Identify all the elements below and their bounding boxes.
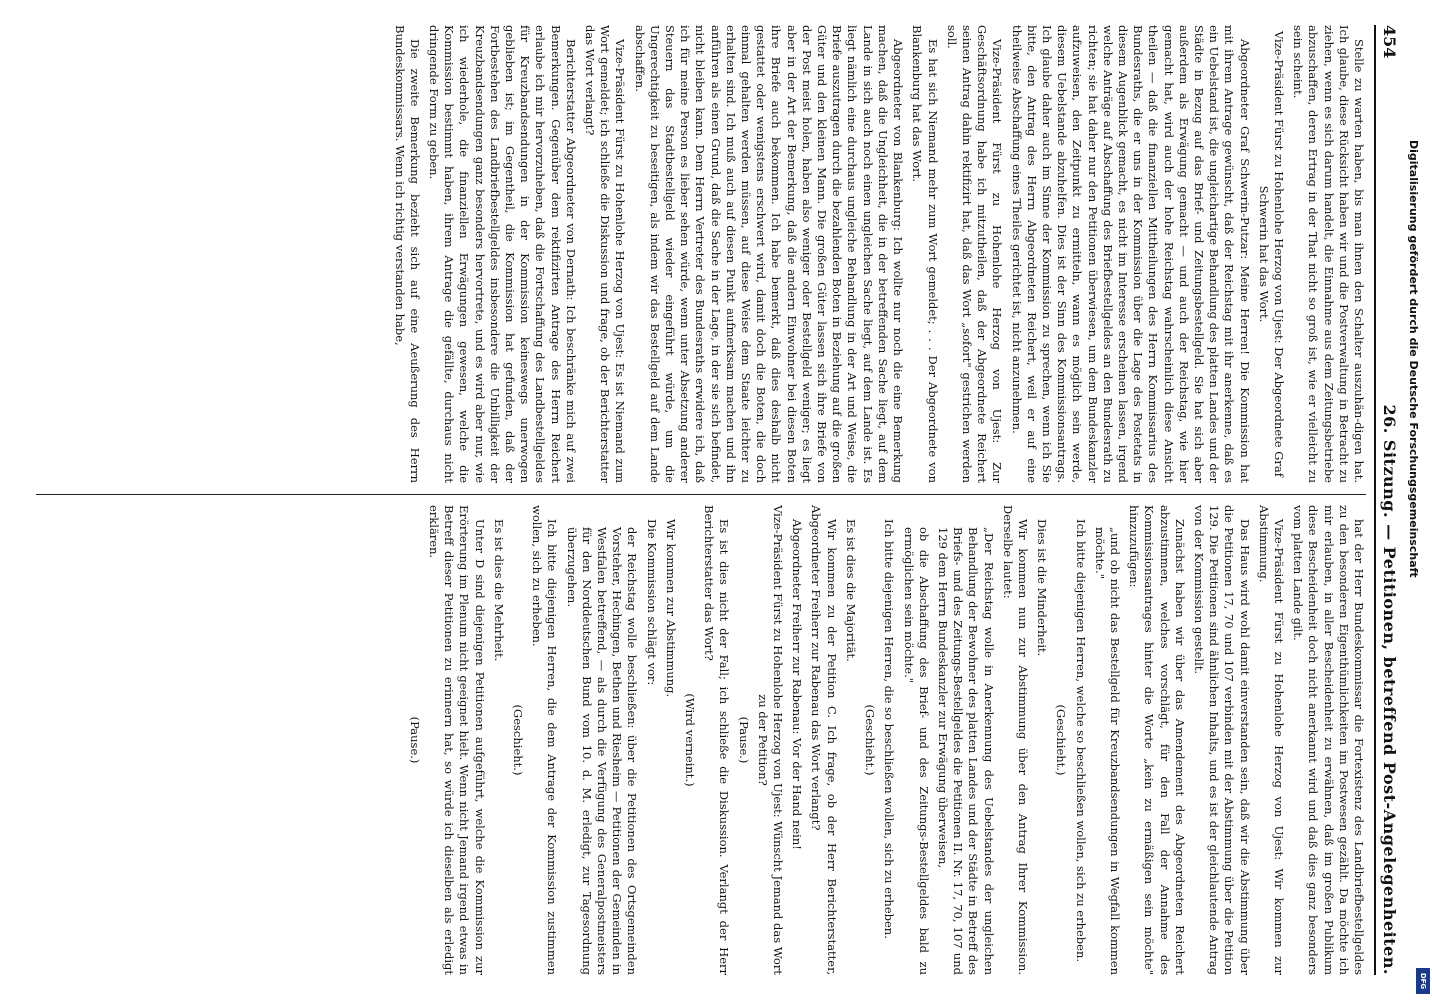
paragraph: Vize-Präsident Fürst zu Hohenlohe Herzog von Ujest: Zur Geschäftsordnung habe ich mitzutheilen, daß der Abgeordnete Reichert seinen Antrag dahin rektifizirt hat, daß das Wort „sofort" gestrichen werden soll. bbox=[944, 25, 1005, 483]
paragraph: Ich bitte diejenigen Herren, die dem Antrage der Kommission zustimmen wollen, sich zu erheben. bbox=[530, 505, 560, 975]
page-title: 26. Sitzung. — Petitionen, betreffend Post-Angelegenheiten. bbox=[1380, 404, 1399, 975]
dfg-logo bbox=[1416, 968, 1430, 994]
dfg-logo-label: DFG bbox=[1419, 972, 1427, 990]
page-header bbox=[1380, 25, 1406, 975]
paragraph: der Reichstag wolle beschließen: über die Petitionen des Ortsgemeinden Vorsteher, Hechingen, Bethen und Riesheim — Petitionen der Gemeinden in Westfalen betreffend, — als durch die Verfügung des Generalpostmeisters für den Norddeutschen Bund vom 10. d. M. erledigt, zur Tagesordnung überzugehen. bbox=[564, 527, 640, 975]
paragraph: Vize-Präsident Fürst zu Hohenlohe Herzog von Ujest: Der Abgeordnete Graf Schwerin hat das Wort. bbox=[1256, 30, 1286, 478]
digitization-note-text: Digitalisierung gefördert durch die Deutsche Forschungsgemeinschaft bbox=[1407, 140, 1420, 578]
paragraph: Das Haus wird wohl damit einverstanden sein, daß wir die Abstimmung über die Petitionen 17, 70 und 107 verbinden mit der Abstimmung über die Petition 129. Die Petitionen sind ähnlichen Inhalts, und es ist der gleichlautende Antrag von der Kommission gestellt. bbox=[1191, 505, 1252, 975]
paragraph: (Geschieht.) bbox=[1054, 704, 1069, 776]
page-number: 454 bbox=[1380, 25, 1399, 59]
paragraph: (Geschieht.) bbox=[863, 704, 878, 776]
paragraph: Es hat sich Niemand mehr zum Wort gemeldet; . . . Der Abgeordnete von Blankenburg hat das Wort. bbox=[910, 25, 940, 483]
paragraph: Dies ist die Minderheit. bbox=[1035, 519, 1050, 657]
paragraph: (Pause.) bbox=[407, 716, 422, 764]
left-text-column bbox=[36, 25, 1366, 483]
right-text-column bbox=[36, 505, 1366, 975]
paragraph: Wir kommen nun zur Abstimmung über den Antrag Ihrer Kommission. Derselbe lautet: bbox=[1000, 505, 1030, 975]
paragraph: (Pause.) bbox=[736, 716, 751, 764]
paragraph: ob die Abschaffung des Brief- und des Zeitungs-Bestellgeldes bald zu ermöglichen sein möchte." bbox=[901, 527, 931, 975]
paragraph: Vize-Präsident Fürst zu Hohenlohe Herzog von Ujest: Wünscht Jemand das Wort zu der Petition? bbox=[755, 505, 786, 975]
paragraph: (Geschieht.) bbox=[511, 704, 526, 776]
paragraph: Stelle zu warten haben, bis man ihnen den Schalter auszuhän-digen hat. Ich glaube, diese Rücksicht haben wir und die Postverwaltung in Betracht zu ziehen, wenn es sich darum handelt, die Einnahme aus dem Zeitungsbetriebe abzuschaffen, deren Ertrag in der That nicht so groß ist, wie er vielleicht zu sein scheint. bbox=[1291, 25, 1366, 483]
paragraph: (Wird verneint.) bbox=[683, 693, 698, 787]
paragraph: Unter D sind diejenigen Petitionen aufgeführt, welche die Kommission zur Erörterung im Plenum nicht geeignet hielt. Wenn nicht Jemand irgend etwas in Betreff dieser Petitionen zu erinnern hat, so würde ich dieselben als erledigt erklären. bbox=[427, 505, 487, 975]
paragraph: Berichterstatter Abgeordneter von Dernath: Ich beschränke mich auf zwei Bemerkungen. Gegenüber dem rektifizirten Antrage des Herrn Reichert erlaube ich mir hervorzuheben, daß die Fortschaffung des Landbestellgeldes für Kreuzbandsendungen in der Kommission keineswegs unerwogen geblieben ist; im Gegentheil, die Kommission hat gefunden, daß der Fortbestehen des Landbriefbestellgeldes insbesondere die Unbilligkeit der Kreuzbandsendungen ganz besonders hervortrete, und es wird aber nur, wie ich wiederhole, die finanziellen Erwägungen gewesen, welche die Kommission bestimmt haben, ihrem Antrage die gefällte, durchaus nicht dringende Form zu geben. bbox=[427, 25, 578, 483]
paragraph: Es ist dies nicht der Fall; ich schließe die Diskussion. Verlangt der Herr Berichterstatter das Wort? bbox=[702, 505, 732, 975]
document-sheet bbox=[26, 25, 1406, 975]
paragraph: Ich bitte diejenigen Herren, welche so beschließen wollen, sich zu erheben. bbox=[1073, 519, 1088, 963]
paragraph: „Der Reichstag wolle in Anerkennung des Uebelstandes der ungleichen Behandlung der Bewohner des platten Landes und der Städte in Betreff des Briefs- und des Zeitungs-Bestellgeldes die Petitionen II. Nr. 17, 70, 107 und 129 dem Herrn Bundeskanzler zur Erwägung überweisen, bbox=[935, 527, 996, 975]
paragraph: Vize-Präsident Fürst zu Hohenlohe Herzog von Ujest: Wir kommen zur Abstimmung. bbox=[1256, 505, 1286, 975]
paragraph: Abgeordneter Freiherr zur Rabenau: Vor der Hand nein! bbox=[790, 519, 805, 850]
paragraph: Vize-Präsident Fürst zu Hohenlohe Herzog von Ujest: Es ist Niemand zum Wort gemeldet; ich schließe die Diskussion und frage, ob der Berichterstatter das Wort verlangt? bbox=[583, 25, 628, 483]
header-rule bbox=[1374, 25, 1376, 975]
paragraph: Ich bitte diejenigen Herren, die so beschließen wollen, sich zu erheben. bbox=[882, 519, 897, 939]
paragraph: Wir kommen zur Abstimmung. bbox=[663, 519, 678, 698]
paragraph: Die Kommission schlägt vor: bbox=[644, 519, 659, 686]
paragraph: Zunächst haben wir über das Amendement des Abgeordneten Reichert abzustimmen, welches vorschlägt, für den Fall der Annahme des Kommissionsantrages hinter die Worte „kein zu ermäßigen sein möchte" hinzuzufügen: bbox=[1127, 505, 1187, 975]
paragraph: Abgeordneter Graf Schwerin-Putzar: Meine Herren! Die Kommission hat mit ihrem Antrage gewünscht, daß der Reichstag mit ihr anerkenne, daß es ein Uebelstand ist, die ungleichartige Behandlung des platten Landes und der Städte in Bezug auf das Brief- und Zeitungsbestellgeld. Sie hat sich aber außerdem als Erwägung gemacht — und auch der Reichstag, wie hier gemacht hat, wird auch der hohe Reichstag wahrscheinlich diese Ansicht theilen — daß die finanziellen Mittheilungen des Herrn Kommissarius des Bundesraths, die er uns in der Kommission über die Lage des Postetats in diesem Augenblick gemacht, es nicht im Interesse erscheinen lassen, irgend welche Anträge auf Abschaffung des Briefbestellgeldes an den Bundesrath zu richten; sie hat daher nur den Petitionen überwiesen, um dem Bundeskanzler aufzuweisen, den Zeitpunkt zu ermitteln, wann es möglich sein werde, diesem Uebelstande abzuhelfen. Dies ist der Sinn des Kommissionsantrags. Ich glaube daher auch im Sinne der Kommission zu sprechen, wenn ich Sie bitte, den Antrag des Herrn Abgeordneten Reichert, weil er auf eine theilweise Abschaffung eines Theiles gerichtet ist, nicht anzunehmen. bbox=[1009, 25, 1252, 483]
paragraph: hat der Herr Bundeskommissar die Fortexistenz des Landbriefbestellgeldes zu den besonderen Eigenthümlichkeiten im Postwesen gezählt. Da möchte ich mir erlauben, in aller Bescheidenheit zu erwähnen, daß im großen Publikum diese Bescheidenheit doch nicht anerkannt wird und daß dies ganz besonders vom platten Lande gilt. bbox=[1291, 505, 1366, 975]
paragraph: Die zweite Bemerkung bezieht sich auf eine Aeußerung des Herrn Bundeskommissars. Wenn ich richtig verstanden habe, bbox=[392, 25, 422, 483]
column-divider bbox=[36, 494, 1366, 495]
paragraph: Es ist dies die Mehrheit. bbox=[491, 519, 506, 662]
digitization-note bbox=[1407, 140, 1428, 990]
paragraph: Abgeordneter von Blankenburg: Ich wollte nur noch die eine Bemerkung machen, daß die Ungleichheit, die in der betreffenden Sache liegt, auf dem Lande in sich auch noch einen ungleichen Sache liegt, auf dem Lande ist. Es liegt nämlich eine durchaus ungleiche Behandlung in der Art und Weise, die Briefe auszutragen durch die bezahlenden Boten in Beziehung auf die großen Güter und den kleinen Mann. Die großen Güter lassen sich ihre Briefe von der Post meist holen, haben also weniger oder Bestellgeld weniger; es liegt aber in der Art der Bemerkung, daß die andern Einwohner bei diesen Boten ihre Briefe auch bekommen. Ich habe bemerkt, daß dies deshalb nicht gestattet oder wenigstens erschwert wird, damit doch die Boten, die doch einmal gehalten werden müssen, auf diese Weise dem Staate leichter zu erhalten sind. Ich muß auch auf diesen Punkt aufmerksam machen und ihn anführen als einen Grund, daß die Sache in der Lage, in der sie sich befindet, nicht bleiben kann. Dem Herrn Vertreter des Bundesraths erwidere ich, daß ich für meine Person es lieber sehen würde, wenn unter Absetzung anderer Steuern das Stadtbestellgeld wieder eingeführt würde, um die Ungerechtigkeit zu beseitigen, als indem wir das Bestellgeld auf dem Lande abschaffen. bbox=[632, 25, 906, 483]
paragraph: „und ob nicht das Bestellgeld für Kreuzbandsendungen in Wegfall kommen möchte." bbox=[1092, 527, 1122, 975]
paragraph: Es ist dies die Majorität. bbox=[843, 519, 858, 662]
paragraph: Wir kommen zu der Petition C. Ich frage, ob der Herr Berichterstatter, Abgeordneter Freiherr zur Rabenau das Wort verlangt? bbox=[809, 505, 839, 975]
